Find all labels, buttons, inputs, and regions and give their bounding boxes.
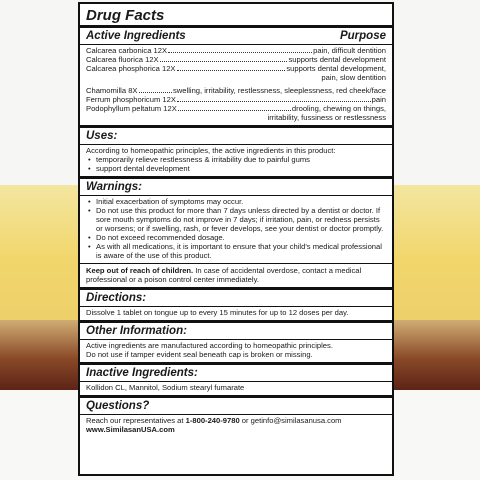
active-ingredients-section [86, 29, 386, 124]
ingredient-purpose: pain [371, 95, 386, 104]
inactive-ingredients-text: Kollidon CL, Mannitol, Sodium stearyl fumarate [86, 383, 245, 392]
website: www.SimilasanUSA.com [86, 425, 175, 434]
divider [80, 195, 392, 196]
directions-section [86, 291, 386, 319]
directions-text: Dissolve 1 tablet on tongue up to every 15 minutes for up to 12 doses per day. [86, 308, 349, 317]
dot-leader [177, 64, 286, 71]
ingredient-name: Ferrum phosphoricum 12X [86, 95, 176, 104]
questions-heading: Questions? [86, 400, 150, 412]
purpose-heading: Purpose [339, 30, 386, 42]
keep-out-text [86, 266, 386, 284]
questions-section [86, 399, 386, 436]
ingredient-row [86, 104, 386, 113]
keep-out-rest: In case of accidental overdose, contact a medical professional or a poison control center immediately. [86, 266, 362, 284]
ingredient-row [86, 46, 386, 55]
ingredient-purpose: pain, difficult dentition [313, 46, 386, 55]
divider [80, 125, 392, 128]
divider [80, 339, 392, 340]
ingredient-name: Calcarea carbonica 12X [86, 46, 168, 55]
active-ingredients-heading: Active Ingredients [86, 30, 186, 42]
divider [80, 395, 392, 398]
warnings-section [86, 180, 386, 262]
warnings-list [86, 197, 386, 260]
questions-text-pre: Reach our representatives at [86, 416, 186, 425]
ingredient-name: Chamomilla 8X [86, 86, 138, 95]
dot-leader [139, 86, 173, 93]
dot-leader [168, 46, 312, 53]
ingredient-purpose: drooling, chewing on things, [291, 104, 386, 113]
uses-heading: Uses: [86, 130, 118, 142]
divider [80, 362, 392, 365]
list-item: • temporarily relieve restlessness & irritability due to painful gums [96, 155, 386, 164]
questions-email: or getinfo@similasanusa.com [239, 416, 342, 425]
divider [80, 320, 392, 323]
divider [80, 176, 392, 179]
other-information-line: Active ingredients are manufactured according to homeopathic principles. [86, 341, 333, 350]
warnings-heading: Warnings: [86, 181, 143, 193]
ingredient-purpose-continued: irritability, fussiness or restlessness [267, 113, 386, 122]
divider [80, 25, 392, 28]
divider [80, 44, 392, 45]
ingredient-row [86, 55, 386, 64]
ingredient-purpose: supports dental development, [286, 64, 386, 73]
divider [80, 144, 392, 145]
keep-out-bold: Keep out of reach of children. [86, 266, 194, 275]
ingredient-name: Calcarea fluorica 12X [86, 55, 159, 64]
keep-out-section [86, 265, 386, 286]
inactive-ingredients-section [86, 366, 386, 394]
divider [80, 414, 392, 415]
dot-leader [178, 104, 291, 111]
drug-facts-panel [78, 2, 394, 476]
other-information-heading: Other Information: [86, 325, 187, 337]
ingredient-purpose: supports dental development [288, 55, 386, 64]
list-item: • Initial exacerbation of symptoms may occur. [96, 197, 386, 206]
ingredient-row [86, 95, 386, 104]
divider [80, 306, 392, 307]
ingredient-row [86, 64, 386, 73]
divider [80, 381, 392, 382]
ingredient-purpose-continued: pain, slow dentition [321, 73, 386, 82]
other-information-line: Do not use if tamper evident seal beneath cap is broken or missing. [86, 350, 313, 359]
ingredient-purpose: swelling, irritability, restlessness, sleeplessness, red cheek/face [173, 86, 386, 95]
drug-facts-title: Drug Facts [86, 7, 165, 24]
list-item: • Do not exceed recommended dosage. [96, 233, 386, 242]
list-item: • Do not use this product for more than 7 days unless directed by a dentist or doctor. If sore mouth symptoms do not improve in 7 days; if irritation, pain, or redness persists or worsens; or if swelling, rash, or fever develops, see your dentist or doctor promptly. [96, 206, 386, 233]
dot-leader [160, 55, 288, 62]
questions-text [86, 416, 386, 425]
dot-leader [177, 95, 371, 102]
other-information-section [86, 324, 386, 361]
uses-list [86, 155, 386, 173]
inactive-ingredients-heading: Inactive Ingredients: [86, 367, 198, 379]
active-ingredients-header [86, 30, 386, 43]
phone-number: 1-800-240-9780 [185, 416, 240, 425]
list-item: • support dental development [96, 164, 386, 173]
divider [80, 287, 392, 290]
ingredient-row [86, 86, 386, 95]
divider [80, 263, 392, 264]
ingredient-name: Podophyllum peltatum 12X [86, 104, 177, 113]
uses-section [86, 129, 386, 175]
list-item: • As with all medications, it is important to ensure that your child's medical professional is aware of the use of this product. [96, 242, 386, 260]
uses-intro: According to homeopathic principles, the active ingredients in this product: [86, 146, 336, 155]
directions-heading: Directions: [86, 292, 147, 304]
ingredient-name: Calcarea phosphorica 12X [86, 64, 176, 73]
